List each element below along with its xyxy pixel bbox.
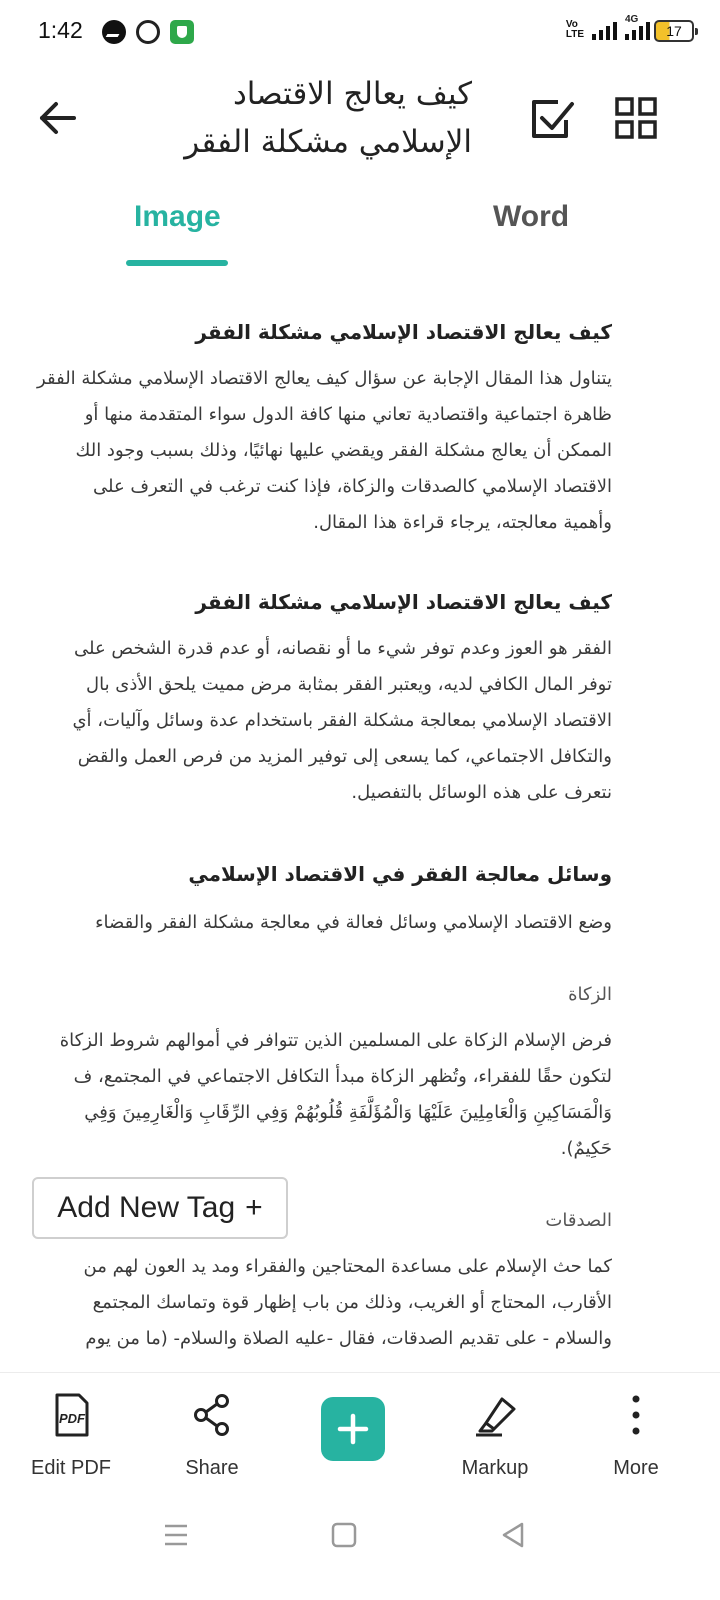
- paragraph-line: الاقتصاد الإسلامي بمعالجة مشكلة الفقر باستخدام عدة وسائل وآليات، أي: [72, 710, 612, 731]
- paragraph-line: ظاهرة اجتماعية واقتصادية تعاني منها كافة الدول سواء المتقدمة منها أو: [84, 404, 612, 425]
- pdf-file-icon: [6, 1393, 136, 1437]
- add-new-tag-button[interactable]: [32, 1177, 288, 1239]
- back-arrow-icon[interactable]: [36, 96, 80, 140]
- paragraph-line: حَكِيمٌ).: [560, 1138, 612, 1159]
- add-tag-label: Add New Tag: [57, 1191, 236, 1224]
- messenger-icon: [102, 20, 126, 44]
- paragraph-line: وَالْمَسَاكِينِ وَالْعَامِلِينَ عَلَيْهَا وَالْمُؤَلَّفَةِ قُلُوبُهُمْ وَفِي الرِّقَابِ وَالْغَارِمِينَ وَفِي: [84, 1102, 612, 1123]
- share-label: Share: [185, 1457, 239, 1479]
- paragraph-line: الاقتصاد الإسلامي كالصدقات والزكاة، فإذا كنت ترغب في التعرف على: [93, 476, 612, 497]
- paragraph-line: الأقارب، المحتاج أو الغريب، وذلك من باب إظهار قوة وتماسك المجتمع: [92, 1292, 612, 1313]
- grid-view-icon[interactable]: [614, 96, 658, 140]
- recent-apps-icon[interactable]: [151, 1510, 201, 1560]
- signal-icon-2: [625, 14, 650, 40]
- system-navigation-bar: [0, 1492, 720, 1600]
- paragraph-line: لتكون حقًا للفقراء، وتُظهر الزكاة مبدأ التكافل الاجتماعي في المجتمع، ف: [73, 1066, 612, 1087]
- pdf-icon-text: PDF: [59, 1411, 85, 1426]
- subheading: الصدقات: [545, 1210, 612, 1231]
- paragraph-line: فرض الإسلام الزكاة على المسلمين الذين تتوافر في أموالهم شروط الزكاة: [59, 1030, 612, 1051]
- battery-level: 17: [666, 23, 682, 39]
- signal-icon-1: [592, 20, 617, 40]
- notification-icons: [102, 20, 194, 44]
- tab-image[interactable]: Image: [134, 200, 221, 233]
- paragraph-line: يتناول هذا المقال الإجابة عن سؤال كيف يعالج الاقتصاد الإسلامي مشكلة الفقر: [37, 368, 612, 389]
- edit-pdf-button[interactable]: [6, 1373, 136, 1493]
- status-bar: [0, 0, 720, 64]
- markup-label: Markup: [461, 1457, 529, 1479]
- network-type: 4G: [625, 14, 639, 25]
- tab-word[interactable]: Word: [493, 200, 570, 233]
- select-check-icon[interactable]: [526, 96, 576, 142]
- paragraph-line: نتعرف على هذه الوسائل بالتفصيل.: [351, 782, 612, 803]
- paragraph-line: توفر المال الكافي لديه، ويعتبر الفقر بمثابة مرض مميت يلحق الأذى بال: [86, 674, 612, 695]
- section-heading: وسائل معالجة الفقر في الاقتصاد الإسلامي: [188, 862, 612, 886]
- back-nav-icon[interactable]: [488, 1510, 538, 1560]
- document-title-line1: كيف يعالج الاقتصاد: [233, 76, 472, 112]
- document-title-line2: الإسلامي مشكلة الفقر: [184, 124, 472, 160]
- more-button[interactable]: [571, 1373, 701, 1493]
- paragraph-line: وأهمية معالجته، يرجاء قراءة هذا المقال.: [313, 512, 612, 533]
- highlighter-icon: [430, 1393, 560, 1437]
- document-title: [150, 70, 472, 166]
- security-app-icon: [170, 20, 194, 44]
- paragraph-line: والتكافل الاجتماعي، كما يسعى إلى توفير المزيد من فرص العمل والقض: [77, 746, 612, 767]
- section-heading: كيف يعالج الاقتصاد الإسلامي مشكلة الفقر: [195, 590, 612, 614]
- paragraph-line: الممكن أن يعالج مشكلة الفقر ويقضي عليها نهائيًا، وذلك بسبب وجود الك: [75, 440, 612, 461]
- paragraph-line: كما حث الإسلام على مساعدة المحتاجين والفقراء ومد يد العون لهم من: [83, 1256, 612, 1277]
- markup-button[interactable]: [430, 1373, 560, 1493]
- chatgpt-icon: [136, 20, 160, 44]
- battery-icon: [654, 20, 694, 42]
- bottom-toolbar: [0, 1372, 720, 1492]
- subheading: الزكاة: [568, 984, 612, 1005]
- section-heading: كيف يعالج الاقتصاد الإسلامي مشكلة الفقر: [195, 320, 612, 344]
- share-button[interactable]: [147, 1373, 277, 1493]
- add-fab-button[interactable]: [321, 1397, 385, 1461]
- system-indicators: [565, 14, 650, 40]
- volte-icon: Vo LTE: [565, 19, 584, 40]
- paragraph-line: والسلام - على تقديم الصدقات، فقال -عليه الصلاة والسلام- (ما من يوم: [85, 1328, 612, 1349]
- more-label: More: [613, 1457, 659, 1479]
- more-vertical-icon: [571, 1393, 701, 1437]
- home-icon[interactable]: [319, 1510, 369, 1560]
- plus-icon: [335, 1411, 371, 1447]
- active-tab-indicator: [126, 260, 228, 266]
- share-icon: [147, 1393, 277, 1437]
- status-time: 1:42: [38, 17, 83, 43]
- edit-pdf-label: Edit PDF: [30, 1457, 112, 1479]
- paragraph-line: الفقر هو العوز وعدم توفر شيء ما أو نقصانه، أو عدم قدرة الشخص على: [74, 638, 612, 659]
- plus-icon: +: [245, 1191, 263, 1224]
- paragraph-line: وضع الاقتصاد الإسلامي وسائل فعالة في معالجة مشكلة الفقر والقضاء: [95, 912, 612, 933]
